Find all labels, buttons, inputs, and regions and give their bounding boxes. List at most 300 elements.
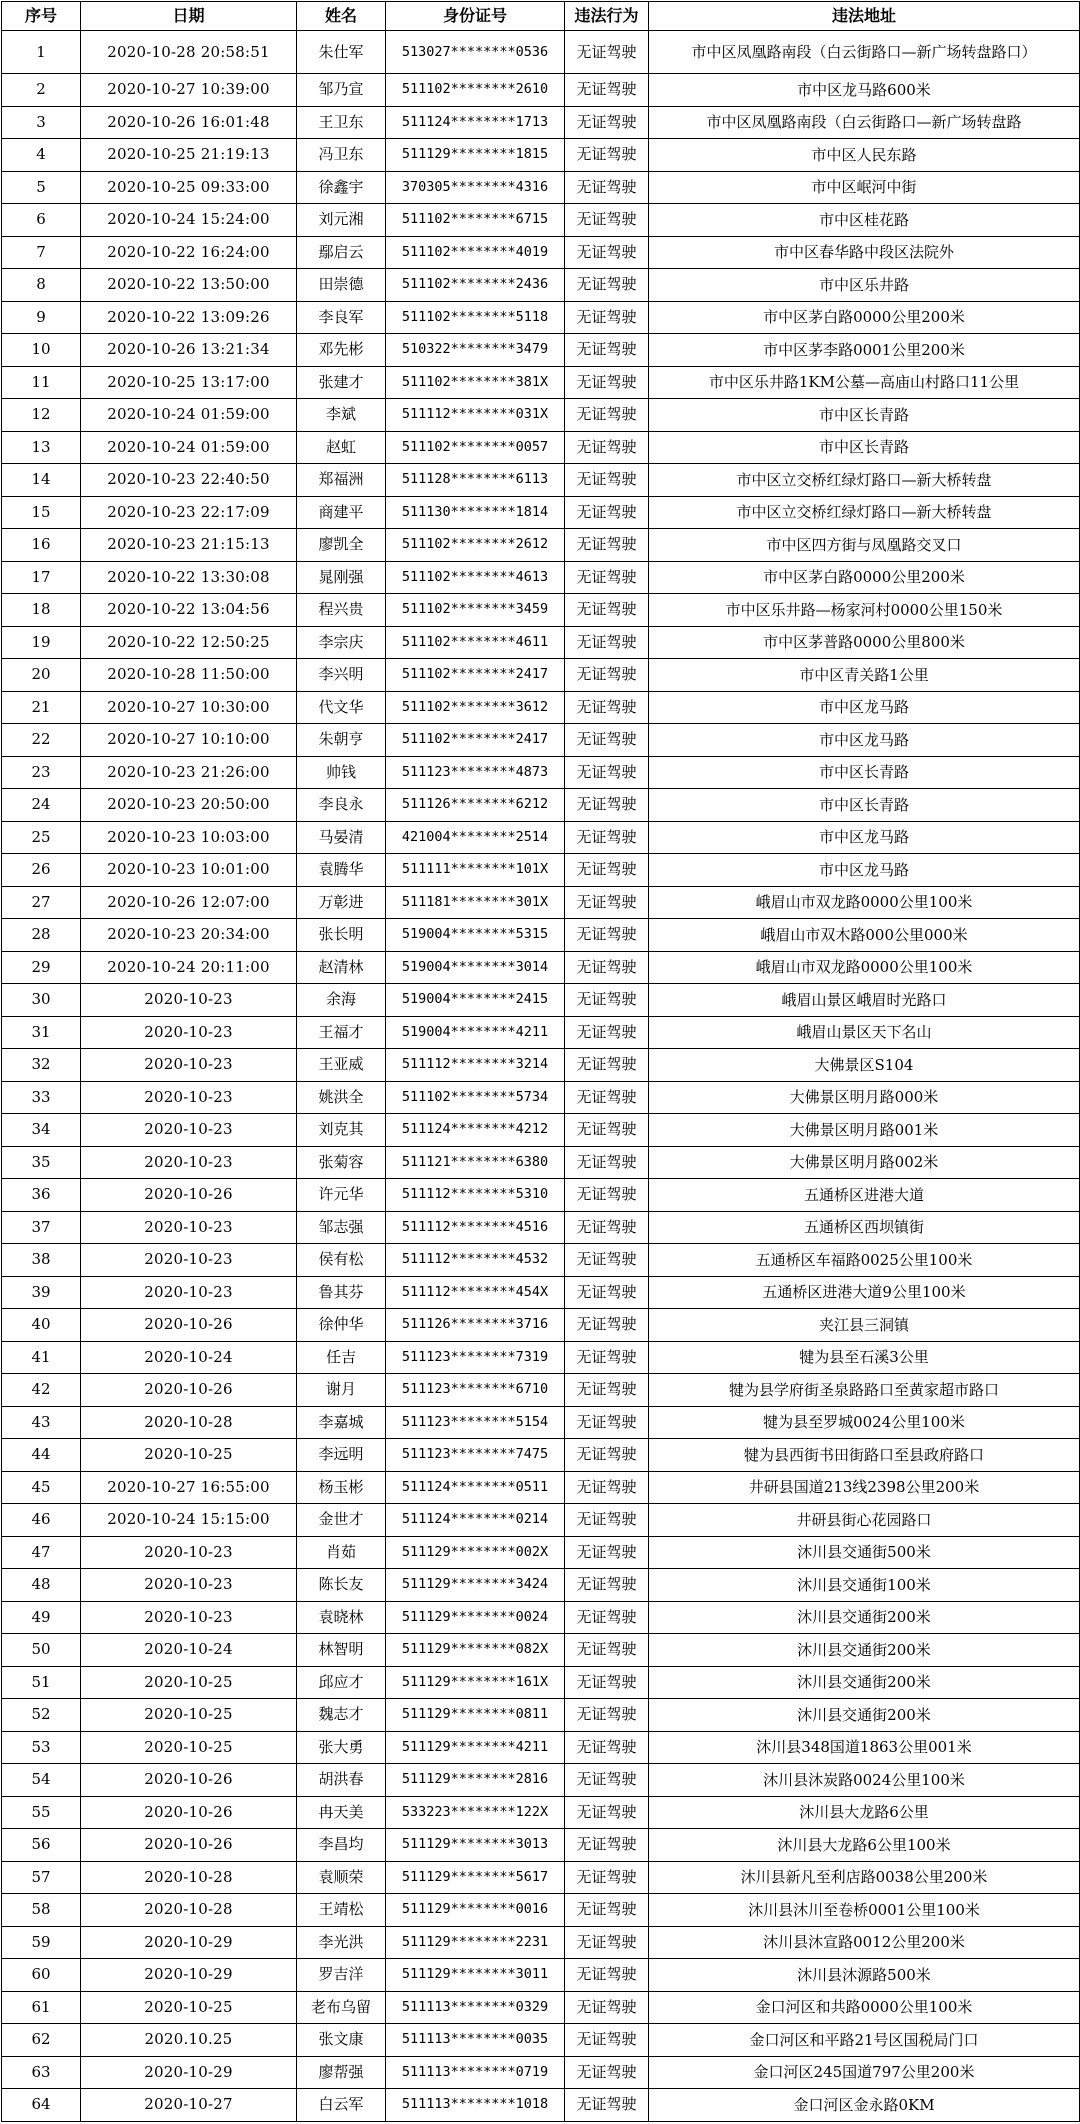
table-row (2, 301, 1080, 334)
header-cell-name: 姓名 (297, 2, 386, 31)
cell-address: 金口河区和平路21号区国税局门口 (649, 2024, 1080, 2057)
cell-address: 市中区龙马路 (649, 854, 1080, 887)
cell-index: 4 (2, 139, 81, 172)
cell-address: 沐川县沐川至卷桥0001公里100米 (649, 1894, 1080, 1927)
cell-violation: 无证驾驶 (565, 1146, 649, 1179)
cell-name: 廖凯全 (297, 529, 386, 562)
cell-id: 511102********4613 (386, 561, 565, 594)
cell-address: 大佛景区明月路001米 (649, 1114, 1080, 1147)
cell-index: 19 (2, 626, 81, 659)
cell-id: 511102********2436 (386, 269, 565, 302)
cell-index: 24 (2, 789, 81, 822)
table-row (2, 529, 1080, 562)
cell-violation: 无证驾驶 (565, 821, 649, 854)
cell-index: 58 (2, 1894, 81, 1927)
cell-index: 29 (2, 951, 81, 984)
cell-date: 2020-10-25 21:19:13 (81, 139, 297, 172)
cell-name: 邹乃宣 (297, 74, 386, 107)
cell-address: 沐川县交通街100米 (649, 1569, 1080, 1602)
table-row (2, 756, 1080, 789)
cell-violation: 无证驾驶 (565, 1081, 649, 1114)
cell-name: 张菊容 (297, 1146, 386, 1179)
table-row (2, 886, 1080, 919)
cell-violation: 无证驾驶 (565, 561, 649, 594)
cell-address: 金口河区245国道797公里200米 (649, 2056, 1080, 2089)
cell-violation: 无证驾驶 (565, 691, 649, 724)
cell-violation: 无证驾驶 (565, 724, 649, 757)
cell-date: 2020-10-25 (81, 1731, 297, 1764)
cell-name: 刘克其 (297, 1114, 386, 1147)
cell-violation: 无证驾驶 (565, 204, 649, 237)
cell-address: 五通桥区进港大道9公里100米 (649, 1276, 1080, 1309)
cell-address: 金口河区和共路0000公里100米 (649, 1991, 1080, 2024)
cell-violation: 无证驾驶 (565, 2056, 649, 2089)
table-row (2, 1081, 1080, 1114)
cell-index: 28 (2, 919, 81, 952)
cell-id: 511129********3013 (386, 1829, 565, 1862)
cell-name: 胡洪春 (297, 1764, 386, 1797)
table-row (2, 1894, 1080, 1927)
table-row (2, 691, 1080, 724)
table-row (2, 1406, 1080, 1439)
cell-index: 27 (2, 886, 81, 919)
cell-id: 511102********3459 (386, 594, 565, 627)
cell-index: 62 (2, 2024, 81, 2057)
cell-address: 市中区岷河中街 (649, 171, 1080, 204)
cell-name: 张长明 (297, 919, 386, 952)
cell-index: 14 (2, 464, 81, 497)
cell-date: 2020-10-23 (81, 1569, 297, 1602)
cell-date: 2020-10-24 15:24:00 (81, 204, 297, 237)
cell-violation: 无证驾驶 (565, 399, 649, 432)
table-row (2, 1504, 1080, 1537)
cell-index: 49 (2, 1601, 81, 1634)
cell-address: 市中区乐井路—杨家河村0000公里150米 (649, 594, 1080, 627)
cell-id: 511129********082X (386, 1634, 565, 1667)
cell-address: 沐川县大龙路6公里 (649, 1796, 1080, 1829)
cell-address: 沐川县交通街200米 (649, 1666, 1080, 1699)
table-row (2, 1666, 1080, 1699)
cell-index: 23 (2, 756, 81, 789)
header-cell-id: 身份证号 (386, 2, 565, 31)
cell-address: 峨眉山市双龙路0000公里100米 (649, 951, 1080, 984)
table-row (2, 1634, 1080, 1667)
cell-address: 大佛景区明月路000米 (649, 1081, 1080, 1114)
cell-name: 邹志强 (297, 1211, 386, 1244)
cell-id: 511124********1713 (386, 106, 565, 139)
table-row (2, 1699, 1080, 1732)
cell-id: 511102********3612 (386, 691, 565, 724)
cell-id: 511123********7475 (386, 1439, 565, 1472)
cell-name: 代文华 (297, 691, 386, 724)
cell-name: 廖帮强 (297, 2056, 386, 2089)
cell-address: 市中区龙马路 (649, 724, 1080, 757)
cell-address: 五通桥区西坝镇街 (649, 1211, 1080, 1244)
cell-name: 姚洪全 (297, 1081, 386, 1114)
cell-id: 511123********5154 (386, 1406, 565, 1439)
cell-address: 市中区茅白路0000公里200米 (649, 561, 1080, 594)
cell-index: 9 (2, 301, 81, 334)
cell-id: 421004********2514 (386, 821, 565, 854)
cell-date: 2020-10-22 16:24:00 (81, 236, 297, 269)
cell-index: 32 (2, 1049, 81, 1082)
cell-id: 511112********4532 (386, 1244, 565, 1277)
cell-violation: 无证驾驶 (565, 431, 649, 464)
cell-violation: 无证驾驶 (565, 1439, 649, 1472)
cell-address: 沐川县交通街200米 (649, 1634, 1080, 1667)
table-row (2, 1146, 1080, 1179)
cell-name: 鲁其芬 (297, 1276, 386, 1309)
table-row (2, 1211, 1080, 1244)
header-cell-address: 违法地址 (649, 2, 1080, 31)
cell-address: 市中区长青路 (649, 399, 1080, 432)
cell-id: 511113********0035 (386, 2024, 565, 2057)
cell-index: 13 (2, 431, 81, 464)
cell-date: 2020-10-22 13:30:08 (81, 561, 297, 594)
cell-violation: 无证驾驶 (565, 1374, 649, 1407)
cell-id: 511128********6113 (386, 464, 565, 497)
cell-date: 2020-10-23 (81, 1146, 297, 1179)
cell-name: 郑福洲 (297, 464, 386, 497)
cell-date: 2020-10-28 (81, 1406, 297, 1439)
cell-violation: 无证驾驶 (565, 1959, 649, 1992)
cell-name: 李良永 (297, 789, 386, 822)
cell-date: 2020-10-22 13:50:00 (81, 269, 297, 302)
violation-table (1, 1, 1080, 2122)
cell-violation: 无证驾驶 (565, 789, 649, 822)
cell-date: 2020-10-28 20:58:51 (81, 31, 297, 74)
cell-name: 马晏清 (297, 821, 386, 854)
table-row (2, 951, 1080, 984)
cell-index: 46 (2, 1504, 81, 1537)
cell-name: 刘元湘 (297, 204, 386, 237)
table-row (2, 1244, 1080, 1277)
cell-index: 45 (2, 1471, 81, 1504)
table-row (2, 399, 1080, 432)
cell-date: 2020-10-26 (81, 1374, 297, 1407)
cell-address: 沐川县沐源路500米 (649, 1959, 1080, 1992)
cell-name: 侯有松 (297, 1244, 386, 1277)
cell-address: 沐川县交通街200米 (649, 1699, 1080, 1732)
cell-id: 511129********0016 (386, 1894, 565, 1927)
cell-violation: 无证驾驶 (565, 496, 649, 529)
cell-id: 511102********4019 (386, 236, 565, 269)
cell-id: 511102********381X (386, 366, 565, 399)
table-row (2, 366, 1080, 399)
cell-address: 市中区龙马路 (649, 691, 1080, 724)
cell-address: 市中区四方街与凤凰路交叉口 (649, 529, 1080, 562)
cell-date: 2020-10-28 (81, 1861, 297, 1894)
cell-date: 2020-10-26 (81, 1829, 297, 1862)
cell-index: 52 (2, 1699, 81, 1732)
cell-violation: 无证驾驶 (565, 2024, 649, 2057)
cell-date: 2020-10-27 16:55:00 (81, 1471, 297, 1504)
cell-name: 袁顺荣 (297, 1861, 386, 1894)
cell-id: 511113********1018 (386, 2089, 565, 2122)
table-row (2, 1926, 1080, 1959)
table-row (2, 1796, 1080, 1829)
cell-date: 2020-10-23 20:50:00 (81, 789, 297, 822)
table-body (2, 31, 1080, 2122)
cell-violation: 无证驾驶 (565, 1796, 649, 1829)
cell-address: 犍为县学府街圣泉路路口至黄家超市路口 (649, 1374, 1080, 1407)
cell-date: 2020-10-23 (81, 1016, 297, 1049)
cell-name: 许元华 (297, 1179, 386, 1212)
cell-violation: 无证驾驶 (565, 1341, 649, 1374)
cell-index: 34 (2, 1114, 81, 1147)
cell-index: 3 (2, 106, 81, 139)
cell-violation: 无证驾驶 (565, 366, 649, 399)
cell-violation: 无证驾驶 (565, 139, 649, 172)
cell-date: 2020-10-29 (81, 1959, 297, 1992)
cell-index: 38 (2, 1244, 81, 1277)
cell-name: 徐仲华 (297, 1309, 386, 1342)
cell-date: 2020-10-23 22:17:09 (81, 496, 297, 529)
cell-violation: 无证驾驶 (565, 659, 649, 692)
cell-violation: 无证驾驶 (565, 106, 649, 139)
table-row (2, 171, 1080, 204)
cell-address: 沐川县348国道1863公里001米 (649, 1731, 1080, 1764)
cell-id: 510322********3479 (386, 334, 565, 367)
cell-date: 2020-10-22 13:09:26 (81, 301, 297, 334)
table-row (2, 594, 1080, 627)
cell-id: 511102********2610 (386, 74, 565, 107)
cell-address: 市中区茅普路0000公里800米 (649, 626, 1080, 659)
cell-id: 513027********0536 (386, 31, 565, 74)
cell-index: 47 (2, 1536, 81, 1569)
table-row (2, 1049, 1080, 1082)
cell-date: 2020-10-25 (81, 1991, 297, 2024)
cell-id: 511129********3424 (386, 1569, 565, 1602)
table-row (2, 1731, 1080, 1764)
cell-name: 邱应才 (297, 1666, 386, 1699)
cell-address: 市中区龙马路600米 (649, 74, 1080, 107)
cell-id: 511112********454X (386, 1276, 565, 1309)
cell-violation: 无证驾驶 (565, 919, 649, 952)
cell-address: 五通桥区车福路0025公里100米 (649, 1244, 1080, 1277)
table-row (2, 1601, 1080, 1634)
table-row (2, 561, 1080, 594)
cell-name: 谢月 (297, 1374, 386, 1407)
table-row (2, 2024, 1080, 2057)
cell-violation: 无证驾驶 (565, 1536, 649, 1569)
cell-address: 金口河区金永路0KM (649, 2089, 1080, 2122)
cell-id: 519004********5315 (386, 919, 565, 952)
cell-date: 2020-10-22 12:50:25 (81, 626, 297, 659)
cell-date: 2020-10-29 (81, 2056, 297, 2089)
cell-name: 冯卫东 (297, 139, 386, 172)
cell-id: 511112********031X (386, 399, 565, 432)
cell-name: 朱朝亨 (297, 724, 386, 757)
cell-name: 张建才 (297, 366, 386, 399)
cell-name: 朱仕军 (297, 31, 386, 74)
cell-id: 511130********1814 (386, 496, 565, 529)
cell-index: 48 (2, 1569, 81, 1602)
cell-date: 2020-10-25 13:17:00 (81, 366, 297, 399)
table-row (2, 724, 1080, 757)
cell-date: 2020-10-24 01:59:00 (81, 431, 297, 464)
cell-date: 2020-10-29 (81, 1926, 297, 1959)
cell-index: 42 (2, 1374, 81, 1407)
cell-address: 峨眉山市双龙路0000公里100米 (649, 886, 1080, 919)
table-row (2, 1829, 1080, 1862)
table-row (2, 626, 1080, 659)
cell-violation: 无证驾驶 (565, 1244, 649, 1277)
cell-id: 511129********2231 (386, 1926, 565, 1959)
table-row (2, 1764, 1080, 1797)
cell-date: 2020-10-28 11:50:00 (81, 659, 297, 692)
table-row (2, 1439, 1080, 1472)
cell-name: 金世才 (297, 1504, 386, 1537)
cell-index: 43 (2, 1406, 81, 1439)
cell-name: 晁刚强 (297, 561, 386, 594)
cell-address: 市中区立交桥红绿灯路口—新大桥转盘 (649, 464, 1080, 497)
cell-name: 田崇德 (297, 269, 386, 302)
cell-index: 7 (2, 236, 81, 269)
cell-name: 林智明 (297, 1634, 386, 1667)
cell-name: 任吉 (297, 1341, 386, 1374)
cell-address: 市中区立交桥红绿灯路口—新大桥转盘 (649, 496, 1080, 529)
cell-id: 511102********2417 (386, 724, 565, 757)
cell-id: 511113********0329 (386, 1991, 565, 2024)
cell-violation: 无证驾驶 (565, 301, 649, 334)
cell-address: 大佛景区明月路002米 (649, 1146, 1080, 1179)
cell-address: 市中区春华路中段区法院外 (649, 236, 1080, 269)
cell-name: 程兴贵 (297, 594, 386, 627)
header-cell-date: 日期 (81, 2, 297, 31)
cell-violation: 无证驾驶 (565, 1731, 649, 1764)
cell-index: 30 (2, 984, 81, 1017)
cell-id: 511124********0511 (386, 1471, 565, 1504)
cell-id: 511126********3716 (386, 1309, 565, 1342)
cell-index: 6 (2, 204, 81, 237)
cell-address: 沐川县大龙路6公里100米 (649, 1829, 1080, 1862)
cell-date: 2020-10-24 20:11:00 (81, 951, 297, 984)
table-row (2, 1016, 1080, 1049)
cell-violation: 无证驾驶 (565, 1829, 649, 1862)
cell-id: 511129********5617 (386, 1861, 565, 1894)
cell-name: 李宗庆 (297, 626, 386, 659)
cell-address: 市中区乐井路 (649, 269, 1080, 302)
cell-address: 市中区长青路 (649, 756, 1080, 789)
cell-date: 2020-10-27 10:10:00 (81, 724, 297, 757)
cell-index: 2 (2, 74, 81, 107)
cell-address: 井研县国道213线2398公里200米 (649, 1471, 1080, 1504)
cell-index: 40 (2, 1309, 81, 1342)
cell-address: 市中区凤凰路南段（白云街路口—新广场转盘路口） (649, 31, 1080, 74)
cell-index: 12 (2, 399, 81, 432)
cell-violation: 无证驾驶 (565, 984, 649, 1017)
cell-date: 2020-10-26 12:07:00 (81, 886, 297, 919)
table-row (2, 1341, 1080, 1374)
cell-index: 37 (2, 1211, 81, 1244)
cell-id: 511124********4212 (386, 1114, 565, 1147)
cell-name: 帅钱 (297, 756, 386, 789)
cell-date: 2020-10-23 (81, 1211, 297, 1244)
header-cell-index: 序号 (2, 2, 81, 31)
cell-index: 11 (2, 366, 81, 399)
cell-index: 8 (2, 269, 81, 302)
cell-id: 511129********1815 (386, 139, 565, 172)
cell-id: 511121********6380 (386, 1146, 565, 1179)
cell-violation: 无证驾驶 (565, 626, 649, 659)
cell-violation: 无证驾驶 (565, 1764, 649, 1797)
cell-name: 李良军 (297, 301, 386, 334)
table-row (2, 1861, 1080, 1894)
cell-date: 2020-10-23 10:03:00 (81, 821, 297, 854)
cell-id: 511111********101X (386, 854, 565, 887)
cell-date: 2020-10-23 (81, 1601, 297, 1634)
cell-address: 夹江县三洞镇 (649, 1309, 1080, 1342)
cell-id: 511123********7319 (386, 1341, 565, 1374)
cell-date: 2020-10-23 (81, 1244, 297, 1277)
cell-id: 519004********3014 (386, 951, 565, 984)
cell-id: 511181********301X (386, 886, 565, 919)
cell-address: 沐川县沐炭路0024公里100米 (649, 1764, 1080, 1797)
cell-violation: 无证驾驶 (565, 269, 649, 302)
cell-index: 39 (2, 1276, 81, 1309)
cell-violation: 无证驾驶 (565, 1114, 649, 1147)
cell-index: 1 (2, 31, 81, 74)
cell-violation: 无证驾驶 (565, 1601, 649, 1634)
cell-address: 沐川县交通街500米 (649, 1536, 1080, 1569)
cell-index: 63 (2, 2056, 81, 2089)
cell-index: 35 (2, 1146, 81, 1179)
cell-name: 赵虹 (297, 431, 386, 464)
cell-id: 511129********4211 (386, 1731, 565, 1764)
cell-id: 511129********002X (386, 1536, 565, 1569)
cell-violation: 无证驾驶 (565, 1861, 649, 1894)
cell-address: 市中区长青路 (649, 789, 1080, 822)
cell-name: 张文康 (297, 2024, 386, 2057)
cell-name: 冉天美 (297, 1796, 386, 1829)
cell-date: 2020-10-23 21:26:00 (81, 756, 297, 789)
table-row (2, 1569, 1080, 1602)
cell-violation: 无证驾驶 (565, 1406, 649, 1439)
cell-name: 李远明 (297, 1439, 386, 1472)
table-row (2, 659, 1080, 692)
cell-address: 市中区凤凰路南段（白云街路口—新广场转盘路 (649, 106, 1080, 139)
cell-index: 17 (2, 561, 81, 594)
cell-address: 峨眉山市双木路000公里000米 (649, 919, 1080, 952)
header-row (2, 2, 1080, 31)
cell-violation: 无证驾驶 (565, 1504, 649, 1537)
cell-id: 511129********2816 (386, 1764, 565, 1797)
cell-address: 峨眉山景区峨眉时光路口 (649, 984, 1080, 1017)
cell-id: 511102********2417 (386, 659, 565, 692)
cell-name: 罗吉洋 (297, 1959, 386, 1992)
cell-address: 峨眉山景区天下名山 (649, 1016, 1080, 1049)
cell-index: 25 (2, 821, 81, 854)
table-row (2, 431, 1080, 464)
cell-index: 54 (2, 1764, 81, 1797)
cell-id: 511123********6710 (386, 1374, 565, 1407)
cell-id: 511102********2612 (386, 529, 565, 562)
cell-violation: 无证驾驶 (565, 951, 649, 984)
cell-index: 26 (2, 854, 81, 887)
cell-name: 杨玉彬 (297, 1471, 386, 1504)
cell-violation: 无证驾驶 (565, 1049, 649, 1082)
table-row (2, 269, 1080, 302)
cell-index: 31 (2, 1016, 81, 1049)
cell-violation: 无证驾驶 (565, 2089, 649, 2122)
cell-violation: 无证驾驶 (565, 1211, 649, 1244)
table-row (2, 1536, 1080, 1569)
cell-name: 王卫东 (297, 106, 386, 139)
cell-name: 王亚威 (297, 1049, 386, 1082)
cell-violation: 无证驾驶 (565, 1309, 649, 1342)
cell-address: 沐川县交通街200米 (649, 1601, 1080, 1634)
